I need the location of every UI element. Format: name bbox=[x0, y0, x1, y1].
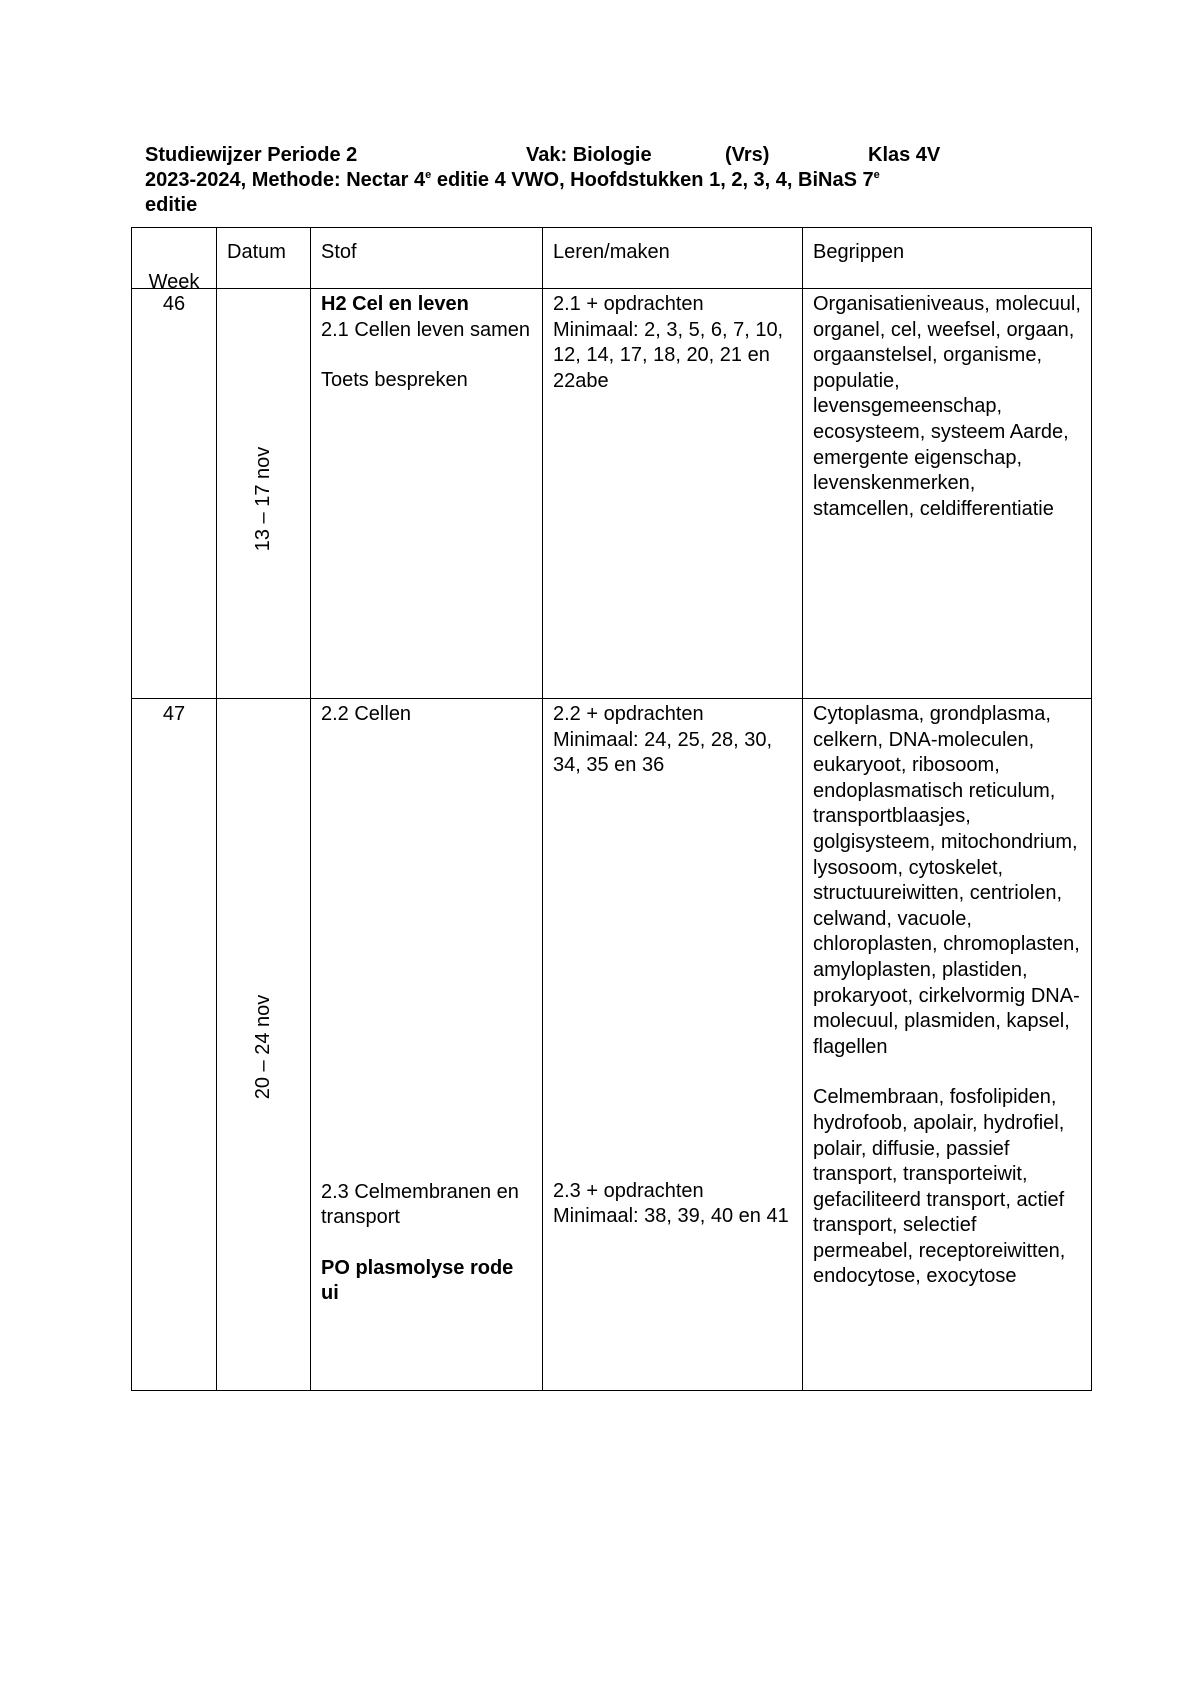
col-header-stof: Stof bbox=[311, 228, 543, 289]
week-cell: 46 bbox=[132, 289, 217, 699]
col-header-week bbox=[132, 228, 217, 294]
date-cell bbox=[217, 699, 311, 1391]
begrippen-cell bbox=[803, 289, 1092, 699]
topic-text: 2.3 Celmembranen en transport bbox=[321, 1180, 519, 1229]
leren-cell bbox=[543, 699, 803, 1391]
practical-assignment: PO plasmolyse rode ui bbox=[321, 1256, 514, 1305]
assignment-text: 2.3 + opdrachten Minimaal: 38, 39, 40 en 41 bbox=[553, 1179, 789, 1228]
header-method-prefix: 2023-2024, Methode: Nectar 4 bbox=[145, 169, 426, 191]
header-title: Studiewijzer Periode 2 bbox=[145, 144, 358, 166]
header-subject: Vak: Biologie bbox=[526, 144, 652, 166]
stof-cell bbox=[311, 289, 543, 699]
table-header-row bbox=[132, 228, 1092, 289]
leren-cell bbox=[543, 289, 803, 699]
col-header-leren-maken: Leren/maken bbox=[543, 228, 803, 289]
header-row-1 bbox=[145, 143, 1065, 168]
concepts-text: Celmembraan, fosfolipiden, hydrofoob, apolair, hydrofiel, polair, diffusie, passief transport, transporteiwit, gefaciliteerd transport, actief transport, selectief permeabel, receptoreiwitten, endocytose, exocytose bbox=[813, 1086, 1066, 1288]
header-method-line bbox=[145, 168, 1065, 193]
begrippen-cell bbox=[803, 699, 1092, 1391]
stof-cell bbox=[311, 699, 543, 1391]
concepts-text: Organisatieniveaus, molecuul, organel, cel, weefsel, orgaan, orgaanstelsel, organisme, populatie, levensgemeenschap, ecosysteem, systeem Aarde, emergente eigenschap, levenskenmerken, stamcellen, celdifferentiatie bbox=[813, 293, 1081, 520]
col-header-datum: Datum bbox=[217, 228, 311, 289]
col-header-begrippen: Begrippen bbox=[803, 228, 1092, 289]
chapter-heading: H2 Cel en leven bbox=[321, 293, 469, 315]
table-row bbox=[132, 699, 1092, 1391]
assignment-text: 2.1 + opdrachten Minimaal: 2, 3, 5, 6, 7, 10, 12, 14, 17, 18, 20, 21 en 22abe bbox=[553, 293, 784, 392]
concepts-text: Cytoplasma, grondplasma, celkern, DNA-moleculen, eukaryoot, ribosoom, endoplasmatisch reticulum, transportblaasjes, golgisysteem, mitochondrium, lysosoom, cytoskelet, structuureiwitten, centriolen, celwand, vacuole, chloroplasten, chromoplasten, amyloplasten, plastiden, prokaryoot, cirkelvormig DNA-molecuul, plasmiden, kapsel, flagellen bbox=[813, 703, 1080, 1058]
topic-text: Toets bespreken bbox=[321, 369, 468, 392]
topic-text: 2.1 Cellen leven samen bbox=[321, 318, 531, 341]
assignment-text: 2.2 + opdrachten Minimaal: 24, 25, 28, 30, 34, 35 en 36 bbox=[553, 703, 773, 777]
study-guide-table bbox=[131, 227, 1092, 1391]
header-class: Klas 4V bbox=[868, 144, 941, 166]
header-method-mid: editie 4 VWO, Hoofdstukken 1, 2, 3, 4, BiNaS 7 bbox=[431, 169, 874, 191]
header-edition-line: editie bbox=[145, 194, 198, 216]
topic-text: 2.2 Cellen bbox=[321, 703, 412, 725]
document-header bbox=[145, 143, 1065, 218]
table-row bbox=[132, 289, 1092, 699]
date-cell bbox=[217, 289, 311, 699]
date-label: 20 – 24 nov bbox=[251, 994, 274, 1100]
date-label: 13 – 17 nov bbox=[251, 446, 274, 552]
col-header-week-label: Week bbox=[148, 271, 200, 294]
header-track: (Vrs) bbox=[725, 144, 770, 166]
header-method-sup-1: e bbox=[425, 169, 432, 181]
header-method-sup-2: e bbox=[873, 169, 880, 181]
week-cell: 47 bbox=[132, 699, 217, 1391]
